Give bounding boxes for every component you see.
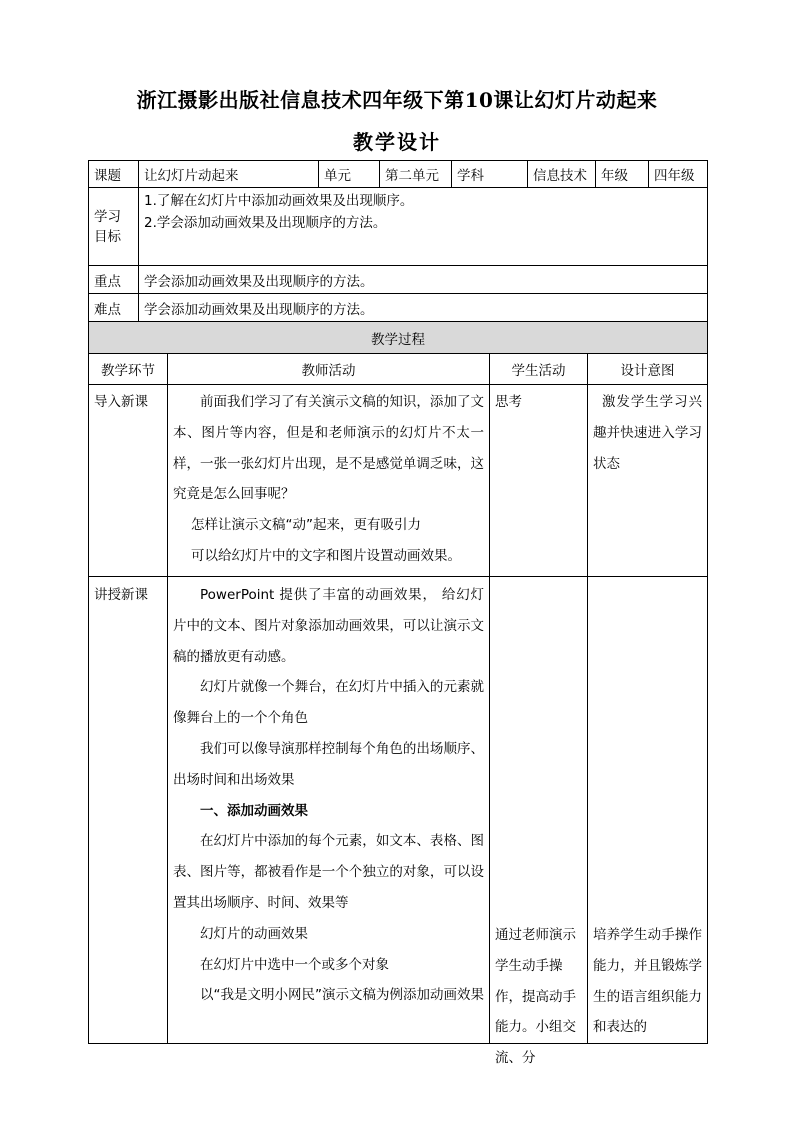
grade-label: 年级 xyxy=(596,161,649,188)
unit-label: 单元 xyxy=(319,161,380,188)
goals-label xyxy=(89,188,139,266)
info-table xyxy=(88,160,708,322)
subject-label: 学科 xyxy=(452,161,528,188)
grade-value: 四年级 xyxy=(649,161,708,188)
unit-value: 第二单元 xyxy=(380,161,452,188)
teacher-paragraph: 前面我们学习了有关演示文稿的知识，添加了文本、图片等内容，但是和老师演示的幻灯片不太一样，一张一张幻灯片出现，是不是感觉单调乏味，这究竟是怎么回事呢？ xyxy=(173,394,484,503)
goal-item: 2.学会添加动画效果及出现顺序的方法。 xyxy=(144,215,387,231)
topic-label: 课题 xyxy=(89,161,139,188)
document-title: 浙江摄影出版社信息技术四年级下第10课让幻灯片动起来 xyxy=(136,88,658,112)
teacher-paragraph: 幻灯片就像一个舞台，在幻灯片中插入的元素就像舞台上的一个个角色 xyxy=(173,679,484,727)
design-intent-text: 培养学生动手操作能力，并且锻炼学生的语言组织能力和表达的 xyxy=(593,927,702,1036)
teacher-activity-intro xyxy=(168,385,490,577)
stage-lecture: 讲授新课 xyxy=(89,577,168,1044)
goals-label-line1: 学习 xyxy=(94,208,121,225)
student-activity-intro: 思考 xyxy=(490,385,588,577)
teacher-paragraph: 怎样让演示文稿“动”起来，更有吸引力 xyxy=(191,517,421,534)
student-activity-text: 通过老师演示学生动手操作，提高动手能力。小组交流、分 xyxy=(495,927,576,1067)
subject-value: 信息技术 xyxy=(528,161,596,188)
stage-intro: 导入新课 xyxy=(89,385,168,577)
teacher-paragraph: 我们可以像导演那样控制每个角色的出场顺序、出场时间和出场效果 xyxy=(173,740,484,788)
goals-label-line2: 目标 xyxy=(94,228,121,245)
goals-content xyxy=(139,188,708,266)
design-intent-lecture xyxy=(588,577,708,1044)
teacher-paragraph: 在幻灯片中添加的每个元素，如文本、表格、图表、图片等，都被看作是一个个独立的对象，可以设置其出场顺序、时间、效果等 xyxy=(173,833,484,911)
teacher-paragraph: PowerPoint 提供了丰富的动画效果， 给幻灯片中的文本、图片对象添加动画效果，可以让演示文稿的播放更有动感。 xyxy=(173,587,484,665)
difficulty-value: 学会添加动画效果及出现顺序的方法。 xyxy=(139,294,708,322)
section-heading: 一、添加动画效果 xyxy=(200,802,308,819)
design-intent-intro: 激发学生学习兴趣并快速进入学习状态 xyxy=(588,385,708,577)
topic-value: 让幻灯片动起来 xyxy=(139,161,319,188)
header-stage: 教学环节 xyxy=(89,354,168,385)
process-table xyxy=(88,321,708,1067)
teacher-paragraph: 幻灯片的动画效果 xyxy=(200,925,308,942)
difficulty-label: 难点 xyxy=(89,294,139,322)
teacher-paragraph: 以“我是文明小网民”演示文稿为例添加动画效果 xyxy=(200,987,484,1004)
key-point-value: 学会添加动画效果及出现顺序的方法。 xyxy=(139,266,708,294)
header-intent: 设计意图 xyxy=(588,354,708,385)
student-activity-lecture xyxy=(490,577,588,1067)
teacher-paragraph: 在幻灯片中选中一个或多个对象 xyxy=(200,956,389,973)
goal-item: 1.了解在幻灯片中添加动画效果及出现顺序。 xyxy=(144,193,414,209)
document-subtitle: 教学设计 xyxy=(353,130,441,154)
header-student: 学生活动 xyxy=(490,354,588,385)
process-section-title: 教学过程 xyxy=(89,322,708,354)
header-teacher: 教师活动 xyxy=(168,354,490,385)
teacher-paragraph: 可以给幻灯片中的文字和图片设置动画效果。 xyxy=(191,547,461,564)
key-point-label: 重点 xyxy=(89,266,139,294)
teacher-activity-lecture xyxy=(168,577,490,1044)
